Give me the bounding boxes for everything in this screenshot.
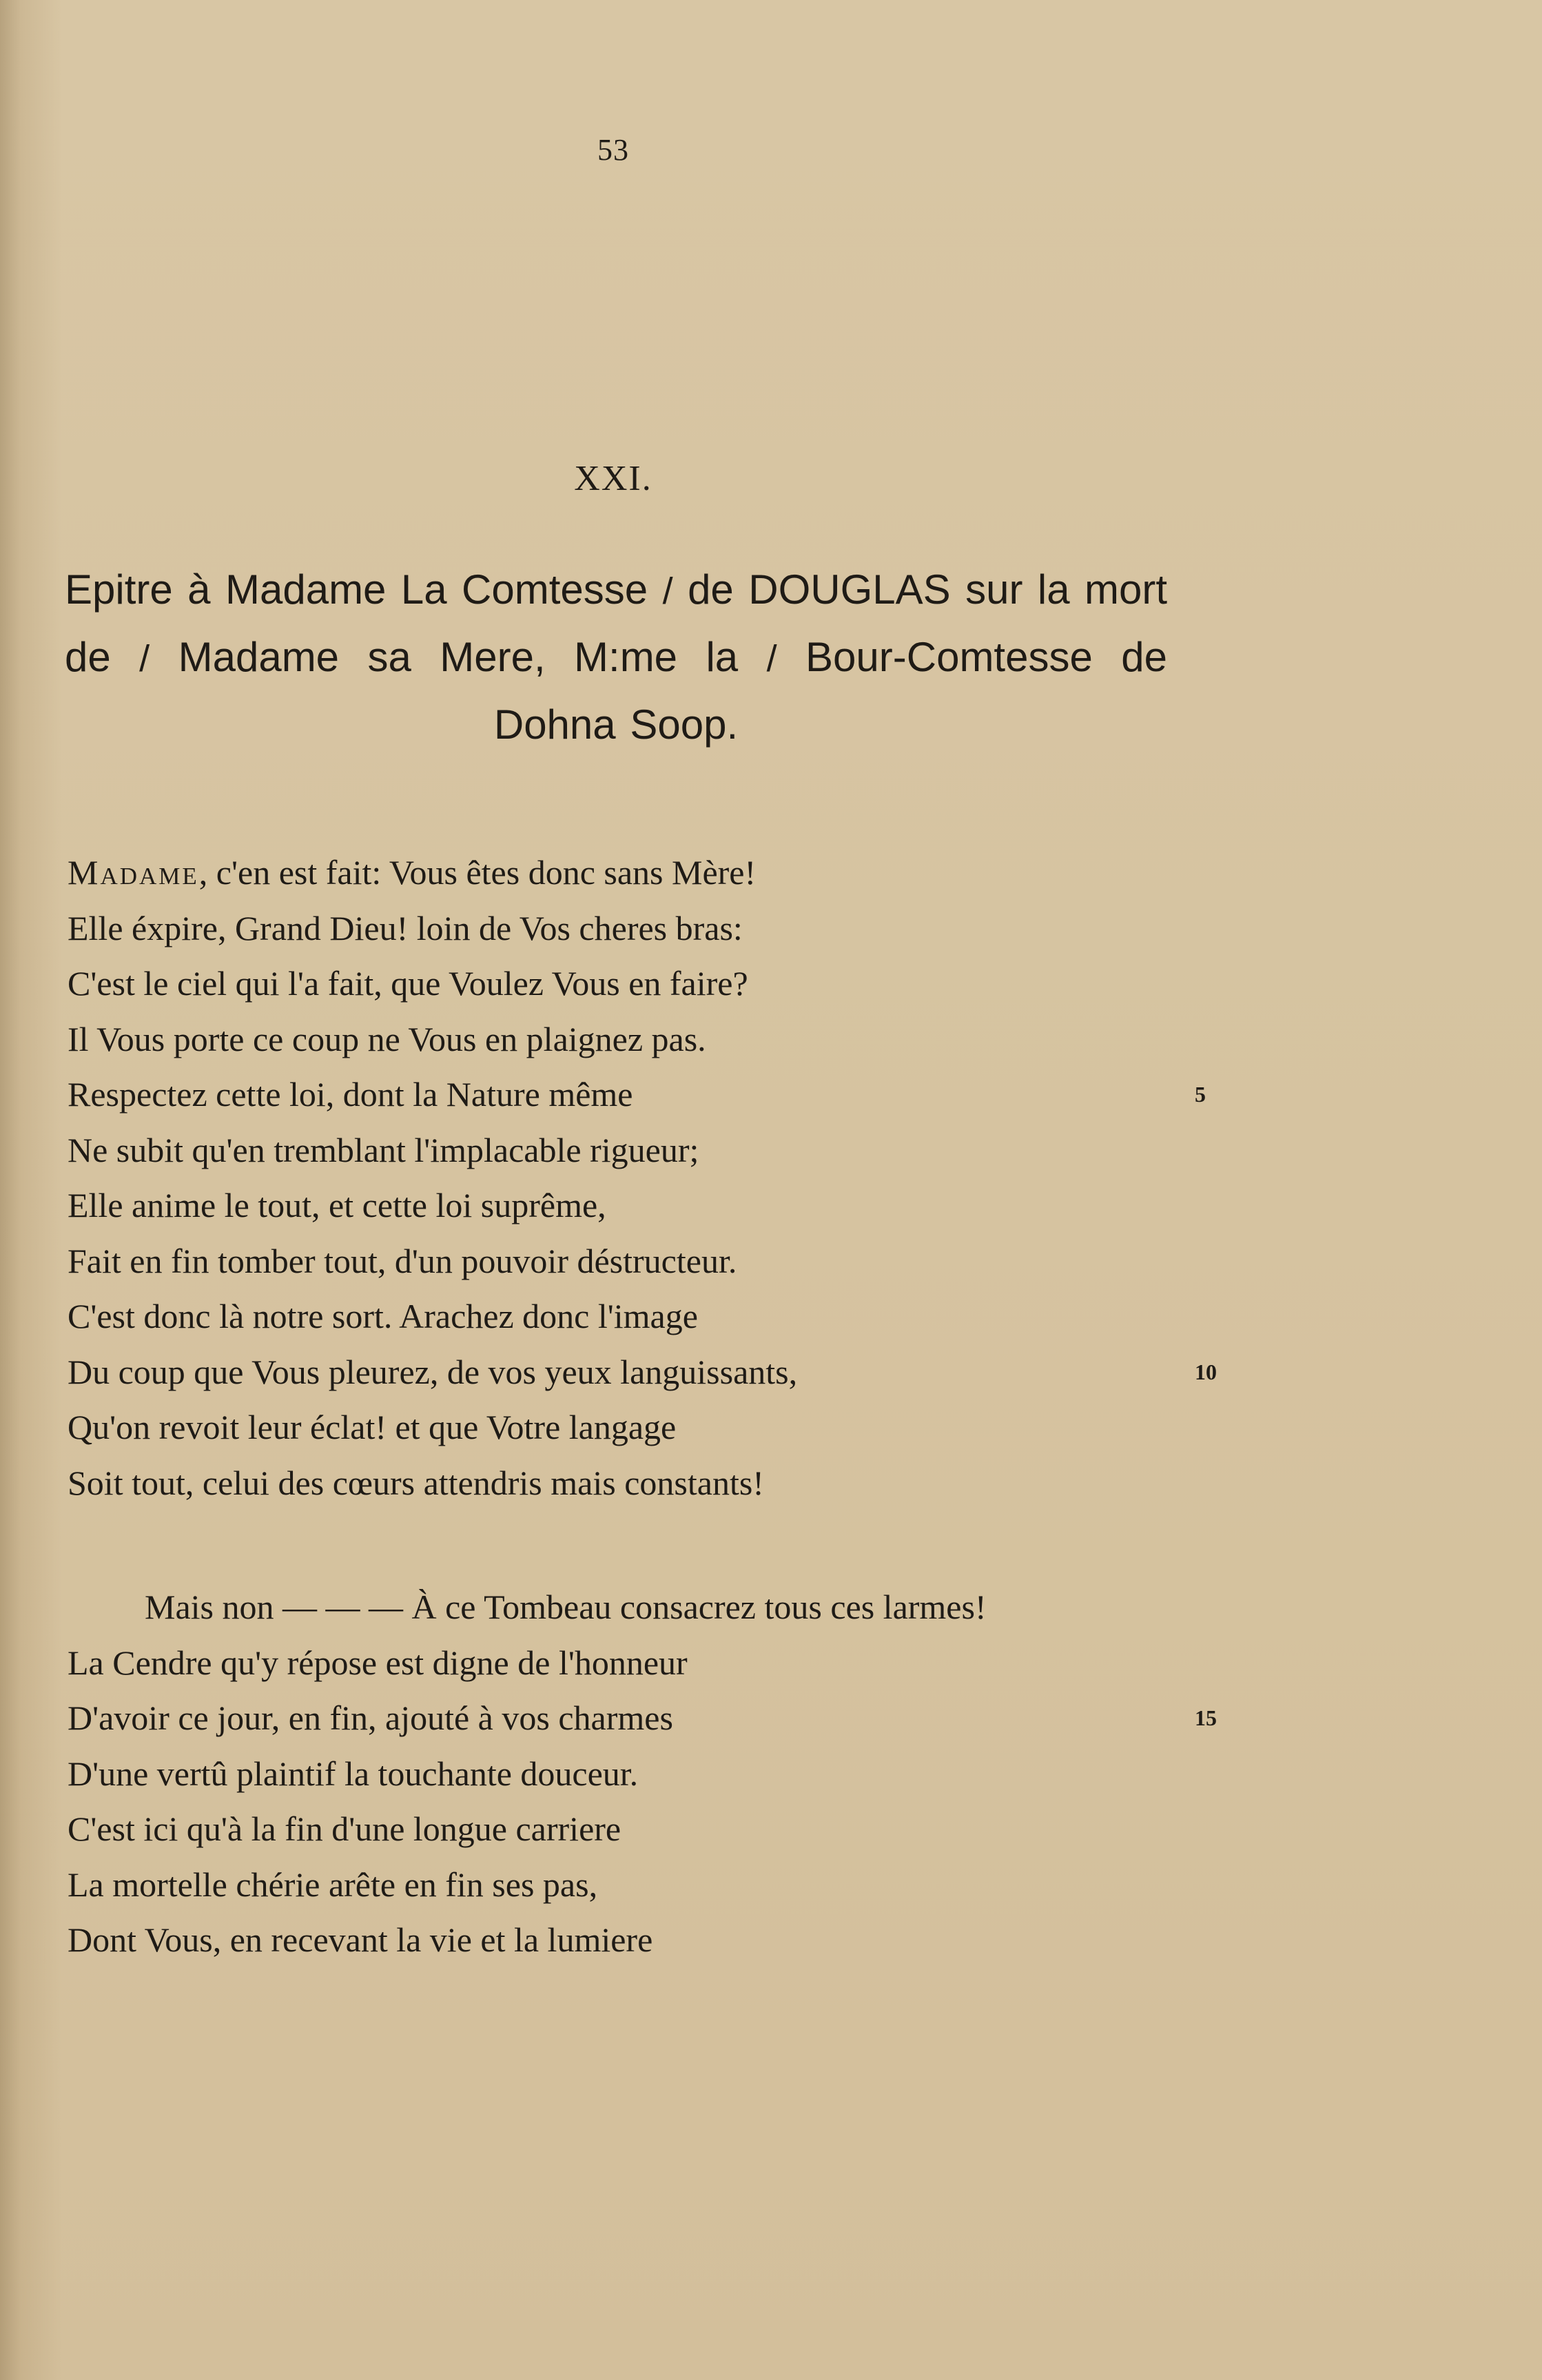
line-number: 10 xyxy=(1195,1359,1217,1384)
chapter-heading: XXI. xyxy=(574,459,652,498)
page-number: 53 xyxy=(597,133,629,167)
verse-text: Du coup que Vous pleurez, de vos yeux languissants, xyxy=(68,1352,798,1391)
verse-text: , c'en est fait: Vous êtes donc sans Mère! xyxy=(198,853,757,892)
verse-line: D'une vertû plaintif la touchante douceur. xyxy=(68,1754,639,1793)
title-part-1: Epitre à Madame La Comtesse xyxy=(65,566,648,613)
verse-line: Soit tout, celui des cœurs attendris mais constants! xyxy=(68,1463,764,1502)
verse-line xyxy=(68,1344,1239,1400)
title-part-3: Madame sa Mere, M:me la xyxy=(178,634,739,680)
line-number: 15 xyxy=(1195,1705,1217,1730)
verse-text: Respectez cette loi, dont la Nature même xyxy=(68,1075,633,1114)
title-part-2: de DOUGLAS sur la mort de xyxy=(65,566,1168,680)
title-separator: / xyxy=(662,571,673,612)
poem-title xyxy=(65,557,1167,758)
verse-line: Il Vous porte ce coup ne Vous en plaignez pas. xyxy=(68,1019,706,1058)
verse-line: C'est ici qu'à la fin d'une longue carriere xyxy=(68,1809,621,1848)
verse-line: C'est donc là notre sort. Arachez donc l'image xyxy=(68,1297,698,1335)
verse-line: Fait en fin tomber tout, d'un pouvoir déstructeur. xyxy=(68,1241,737,1280)
verse-line: La mortelle chérie arête en fin ses pas, xyxy=(68,1865,598,1904)
verse-line xyxy=(68,1690,1239,1746)
stanza-2 xyxy=(68,1579,1239,1968)
title-separator: / xyxy=(766,638,777,679)
verse-line: Qu'on revoit leur éclat! et que Votre langage xyxy=(68,1408,677,1446)
verse-line: Ne subit qu'en tremblant l'implacable rigueur; xyxy=(68,1130,699,1169)
verse-line: Elle éxpire, Grand Dieu! loin de Vos cheres bras: xyxy=(68,908,743,947)
title-part-4: Bour-Comtesse de Dohna Soop. xyxy=(493,634,1167,748)
verse-line: Mais non — — — À ce Tombeau consacrez tous ces larmes! xyxy=(145,1588,987,1626)
verse-line: C'est le ciel qui l'a fait, que Voulez Vous en faire? xyxy=(68,964,748,1003)
line-number: 5 xyxy=(1195,1082,1206,1107)
verse-line xyxy=(68,845,1239,901)
title-separator: / xyxy=(139,638,150,679)
opening-word: Madame xyxy=(68,853,199,892)
verse-line xyxy=(68,1067,1239,1122)
verse-line: Elle anime le tout, et cette loi suprême, xyxy=(68,1186,606,1224)
verse-line: Dont Vous, en recevant la vie et la lumiere xyxy=(68,1920,653,1959)
verse-line: La Cendre qu'y répose est digne de l'honneur xyxy=(68,1643,688,1682)
stanza-1 xyxy=(68,845,1239,1510)
verse-text: D'avoir ce jour, en fin, ajouté à vos charmes xyxy=(68,1699,673,1737)
